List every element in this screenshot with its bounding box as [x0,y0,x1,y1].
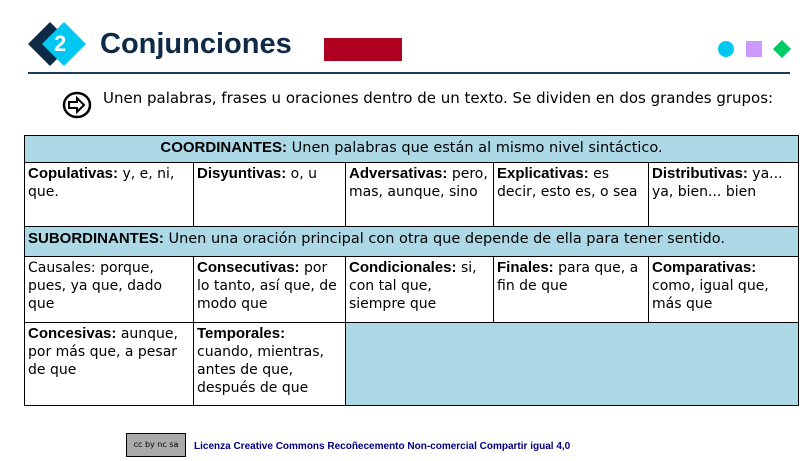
red-label-bar [324,38,402,61]
license-text: Licenza Creative Commons Recoñecemento Non-comercial Compartir igual 4,0 [194,441,571,452]
cell-consecutivas: Consecutivas: por lo tanto, así que, de modo que [194,257,346,323]
purple-square-icon [746,41,762,57]
cell-causales: Causales: porque, pues, ya que, dado que [25,257,194,323]
green-diamond-icon [773,40,791,58]
cell-temporales: Temporales: cuando, mientras, antes de que, después de que [194,323,346,406]
cell-disyuntivas: Disyuntivas: o, u [194,163,346,227]
section-number: 2 [54,31,67,56]
divider [28,72,790,74]
creative-commons-badge: cc by nc sa [126,433,186,457]
cell-adversativas: Adversativas: pero, mas, aunque, sino [346,163,494,227]
empty-cell [346,323,799,406]
page-title: Conjunciones [100,28,292,60]
cell-condicionales: Condicionales: si, con tal que, siempre que [346,257,494,323]
cell-finales: Finales: para que, a fin de que [494,257,649,323]
cell-copulativas: Copulativas: y, e, ni, que. [25,163,194,227]
cell-distributivas: Distributivas: ya... ya, bien... bien [649,163,799,227]
cell-concesivas: Concesivas: aunque, por más que, a pesar de que [25,323,194,406]
subordinantes-header: SUBORDINANTES: Unen una oración principal con otra que depende de ella para tener sentido. [25,227,799,257]
cell-comparativas: Comparativas: como, igual que, más que [649,257,799,323]
arrow-right-icon [62,91,92,119]
coordinantes-header: COORDINANTES: Unen palabras que están al mismo nivel sintáctico. [25,136,799,163]
intro-text: Unen palabras, frases u oraciones dentro de un texto. Se dividen en dos grandes grupos: [103,89,774,107]
conjunctions-table [24,135,799,406]
cyan-dot-icon [718,41,734,57]
cell-explicativas: Explicativas: es decir, esto es, o sea [494,163,649,227]
